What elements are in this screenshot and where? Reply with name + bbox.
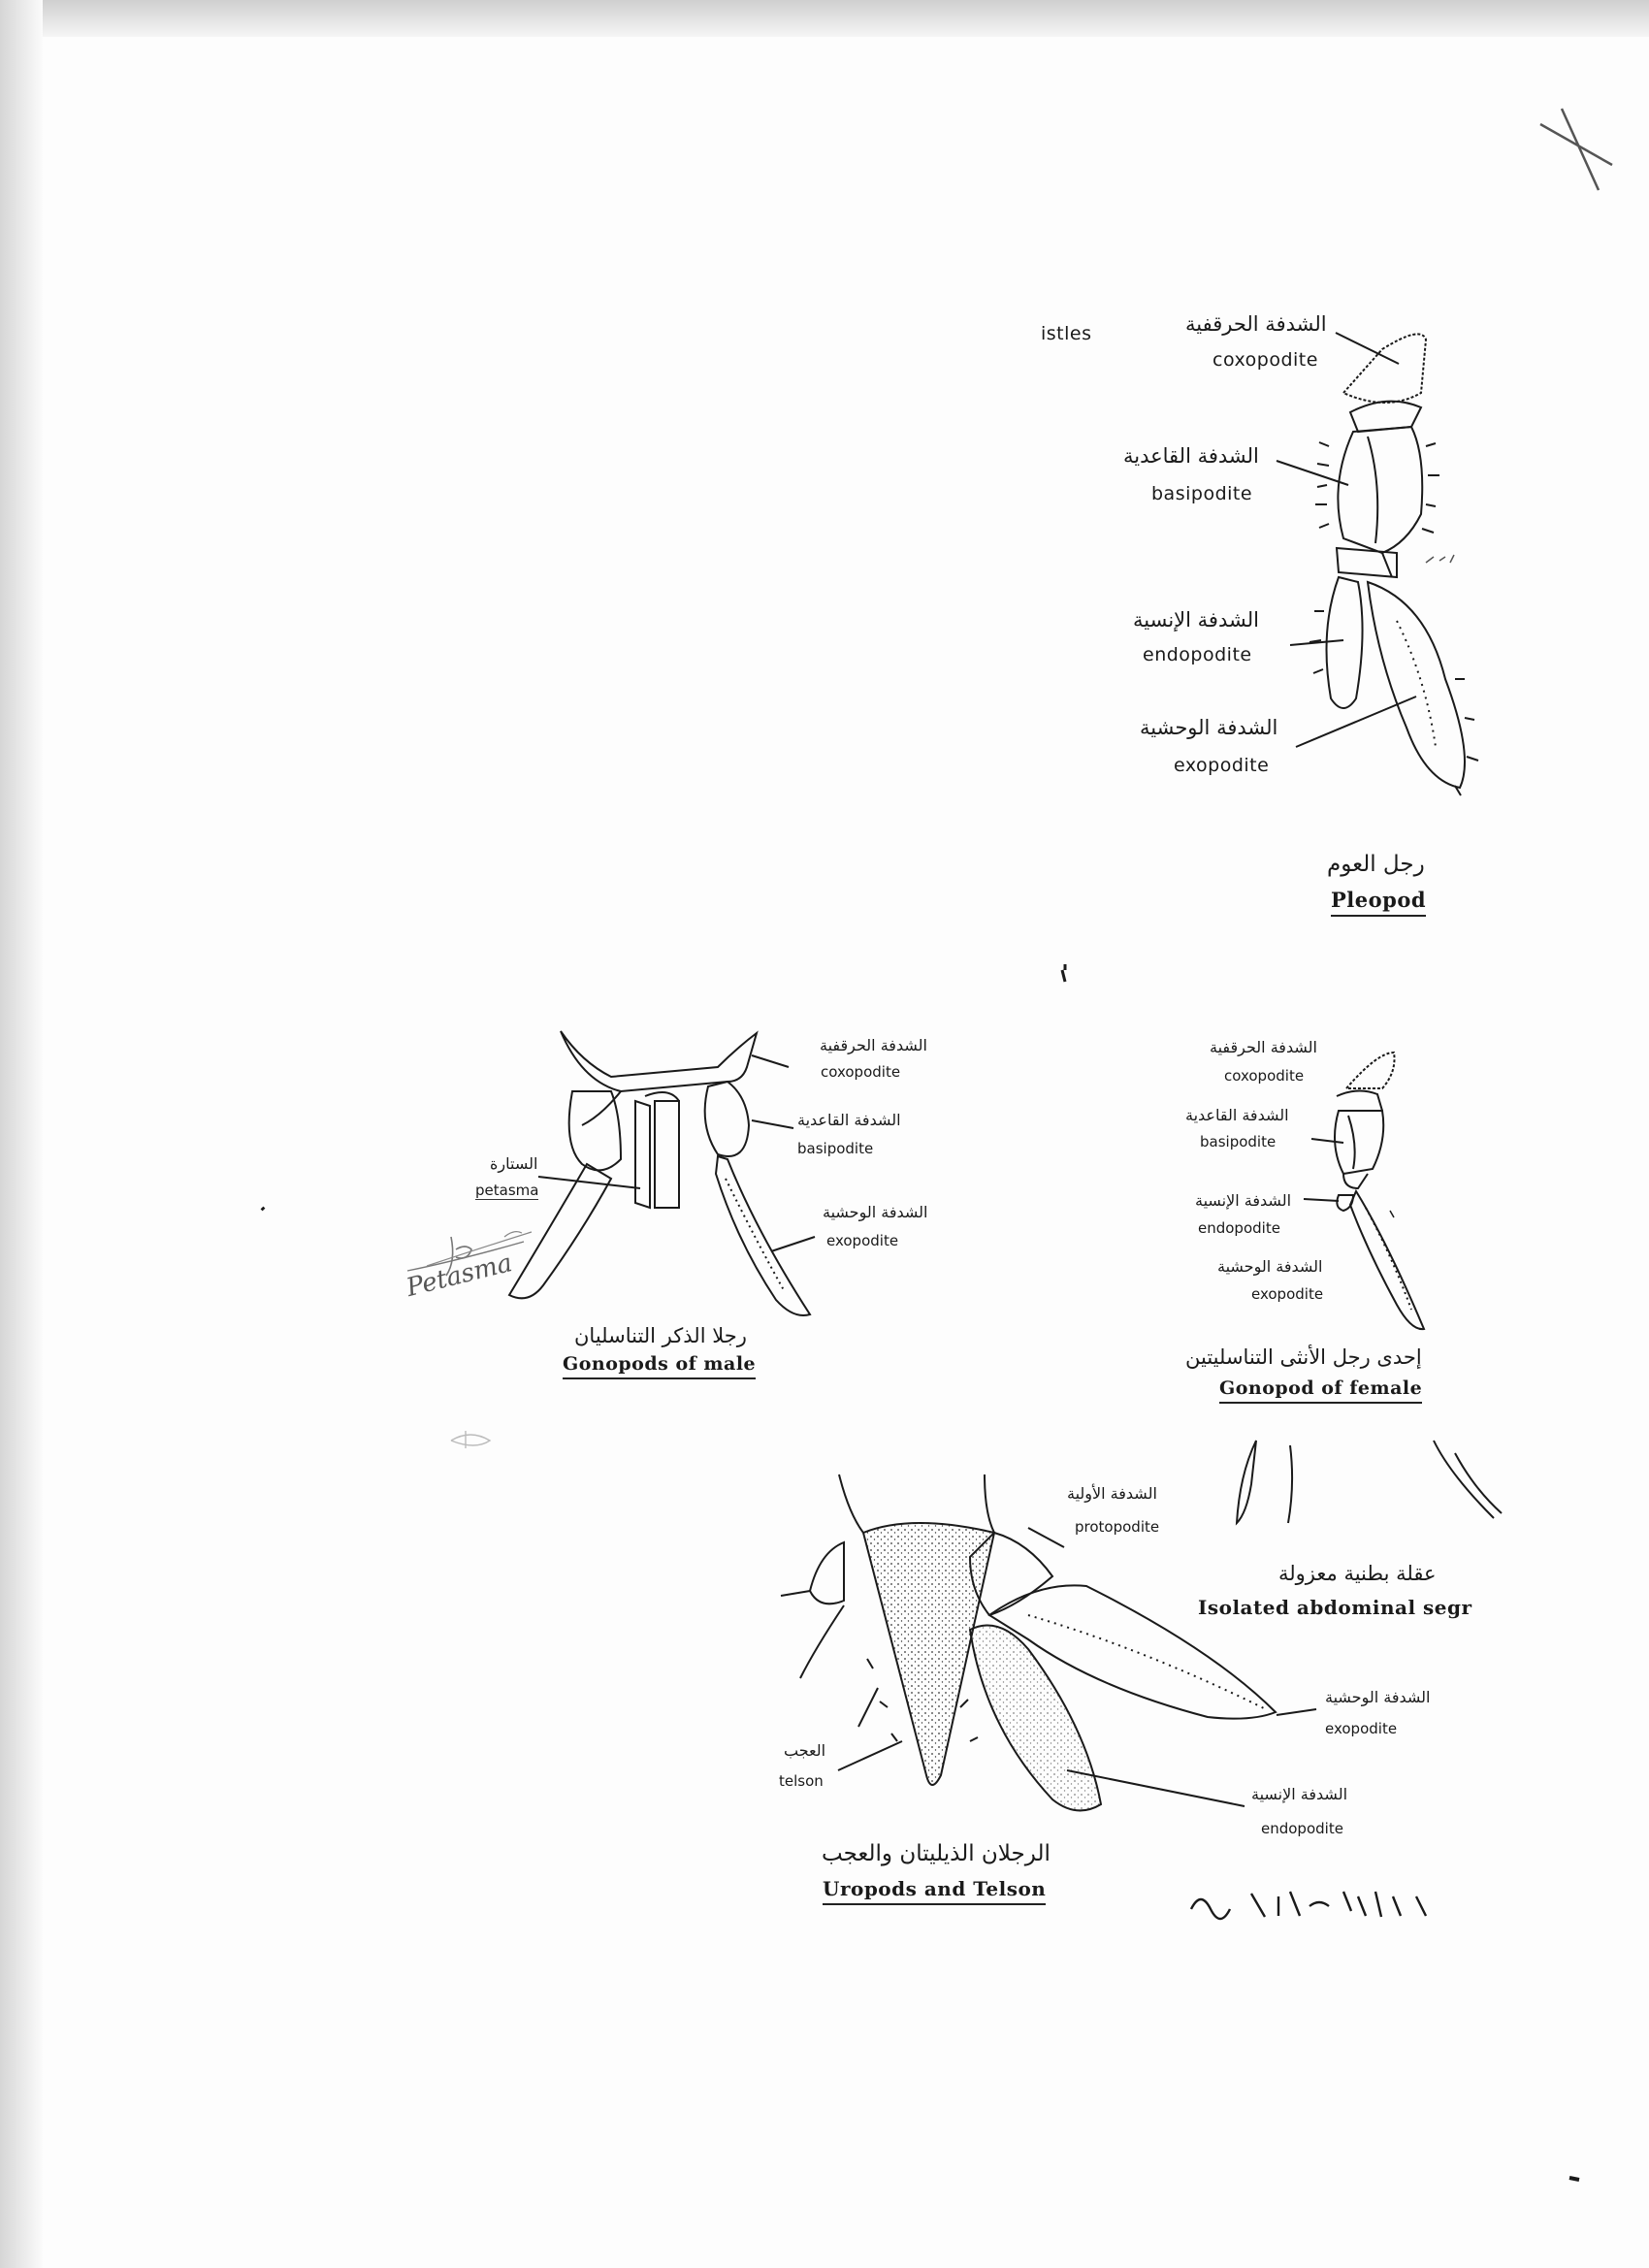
uropod-protopodite-ar: الشدفة الأولية (1067, 1484, 1157, 1503)
male-basipodite-en: basipodite (797, 1140, 874, 1157)
female-basipodite-en: basipodite (1200, 1133, 1277, 1150)
female-basipodite-ar: الشدفة القاعدية (1185, 1106, 1289, 1124)
pleopod-caption-en: Pleopod (1331, 888, 1426, 917)
female-endopodite-ar: الشدفة الإنسية (1195, 1191, 1292, 1210)
male-coxopodite-en: coxopodite (821, 1063, 901, 1081)
pleopod-endopodite-ar: الشدفة الإنسية (1133, 608, 1259, 632)
female-endopodite-en: endopodite (1198, 1219, 1280, 1237)
male-caption-en: Gonopods of male (563, 1353, 756, 1379)
uropod-telson-ar: العجب (784, 1741, 826, 1760)
uropod-telson-en: telson (779, 1772, 824, 1790)
male-handwritten-note: Petasma (404, 1247, 516, 1304)
isolated-caption-en: Isolated abdominal segr (1198, 1596, 1472, 1619)
pleopod-coxopodite-en: coxopodite (1212, 349, 1318, 371)
pleopod-caption-ar: رجل العوم (1327, 852, 1425, 877)
male-petasma-en: petasma (475, 1182, 539, 1199)
female-exopodite-ar: الشدفة الوحشية (1217, 1257, 1323, 1276)
pleopod-coxopodite-ar: الشدفة الحرقفية (1185, 312, 1327, 336)
female-caption-ar: إحدى رجل الأنثى التناسليتين (1185, 1345, 1422, 1369)
female-coxopodite-en: coxopodite (1224, 1067, 1305, 1085)
uropod-endopodite-ar: الشدفة الإنسية (1251, 1785, 1348, 1803)
male-coxopodite-ar: الشدفة الحرقفية (820, 1036, 927, 1054)
male-basipodite-ar: الشدفة القاعدية (797, 1111, 901, 1129)
pleopod-basipodite-ar: الشدفة القاعدية (1123, 444, 1259, 468)
corner-pencil-mark (1540, 109, 1612, 190)
uropod-caption-ar: الرجلان الذيليتان والعجب (822, 1841, 1051, 1866)
male-exopodite-ar: الشدفة الوحشية (823, 1203, 928, 1221)
female-caption-en: Gonopod of female (1219, 1377, 1422, 1404)
isolated-caption-ar: عقلة بطنية معزولة (1278, 1562, 1437, 1585)
uropod-exopodite-ar: الشدفة الوحشية (1325, 1688, 1431, 1706)
female-coxopodite-ar: الشدفة الحرقفية (1210, 1038, 1317, 1056)
pleopod-exopodite-en: exopodite (1174, 755, 1270, 776)
female-exopodite-en: exopodite (1251, 1285, 1324, 1303)
male-gonopods-drawing (407, 1031, 815, 1448)
male-petasma-ar: الستارة (490, 1154, 538, 1173)
uropod-protopodite-en: protopodite (1075, 1518, 1160, 1536)
pleopod-exopodite-ar: الشدفة الوحشية (1140, 716, 1278, 739)
uropod-caption-en: Uropods and Telson (823, 1877, 1046, 1905)
pleopod-drawing (1277, 333, 1478, 795)
pleopod-endopodite-en: endopodite (1143, 644, 1252, 665)
pleopod-fragment-label: istles (1041, 323, 1092, 344)
male-caption-ar: رجلا الذكر التناسليان (574, 1324, 747, 1347)
uropod-exopodite-en: exopodite (1325, 1720, 1398, 1737)
male-exopodite-en: exopodite (826, 1232, 899, 1249)
uropod-endopodite-en: endopodite (1261, 1820, 1343, 1837)
pleopod-basipodite-en: basipodite (1151, 483, 1253, 504)
